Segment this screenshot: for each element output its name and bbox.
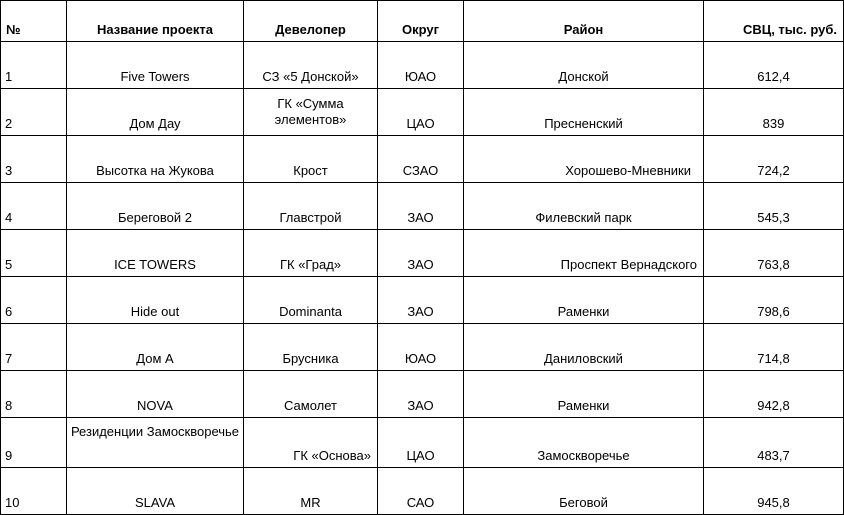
cell-okrug: ЮАО <box>378 42 464 89</box>
cell-name: Дом А <box>67 324 244 371</box>
table-row <box>1 230 844 277</box>
cell-developer: Dominanta <box>244 277 378 324</box>
cell-price: 839 <box>704 89 844 136</box>
cell-district: Беговой <box>464 468 704 515</box>
cell-num: 4 <box>1 183 67 230</box>
cell-district: Раменки <box>464 371 704 418</box>
cell-okrug: СЗАО <box>378 136 464 183</box>
cell-name: ICE TOWERS <box>67 230 244 277</box>
cell-district: Донской <box>464 42 704 89</box>
cell-price: 612,4 <box>704 42 844 89</box>
cell-num: 10 <box>1 468 67 515</box>
cell-num: 3 <box>1 136 67 183</box>
cell-developer: Самолет <box>244 371 378 418</box>
cell-name: Five Towers <box>67 42 244 89</box>
cell-developer: ГК «Сумма элементов» <box>244 89 378 136</box>
cell-name: Береговой 2 <box>67 183 244 230</box>
cell-okrug: ЗАО <box>378 230 464 277</box>
cell-developer: MR <box>244 468 378 515</box>
cell-price: 714,8 <box>704 324 844 371</box>
cell-name: NOVA <box>67 371 244 418</box>
cell-num: 1 <box>1 42 67 89</box>
table-row <box>1 136 844 183</box>
cell-num: 6 <box>1 277 67 324</box>
cell-district: Филевский парк <box>464 183 704 230</box>
cell-price: 545,3 <box>704 183 844 230</box>
column-header-okrug: Округ <box>378 1 464 42</box>
cell-okrug: ЦАО <box>378 89 464 136</box>
column-header-name: Название проекта <box>67 1 244 42</box>
cell-price: 483,7 <box>704 418 844 468</box>
table-body <box>1 42 844 515</box>
table-row <box>1 468 844 515</box>
cell-district: Проспект Вернадского <box>464 230 704 277</box>
cell-district: Замоскворечье <box>464 418 704 468</box>
cell-price: 942,8 <box>704 371 844 418</box>
table-row <box>1 418 844 468</box>
table-row <box>1 277 844 324</box>
cell-name: Дом Дау <box>67 89 244 136</box>
cell-developer: Крост <box>244 136 378 183</box>
column-header-num: № <box>1 1 67 42</box>
cell-okrug: ЗАО <box>378 183 464 230</box>
column-header-price: СВЦ, тыс. руб. <box>704 1 844 42</box>
cell-okrug: ЮАО <box>378 324 464 371</box>
cell-district: Даниловский <box>464 324 704 371</box>
table-row <box>1 42 844 89</box>
cell-okrug: ЦАО <box>378 418 464 468</box>
table-row <box>1 183 844 230</box>
cell-developer: ГК «Основа» <box>244 418 378 468</box>
cell-num: 2 <box>1 89 67 136</box>
cell-name: Резиденции Замоскворечье <box>67 418 244 468</box>
cell-name: SLAVA <box>67 468 244 515</box>
header-row <box>1 1 844 42</box>
cell-num: 7 <box>1 324 67 371</box>
cell-name: Высотка на Жукова <box>67 136 244 183</box>
cell-num: 8 <box>1 371 67 418</box>
table-row <box>1 371 844 418</box>
cell-developer: Главстрой <box>244 183 378 230</box>
cell-num: 9 <box>1 418 67 468</box>
cell-price: 945,8 <box>704 468 844 515</box>
cell-name: Hide out <box>67 277 244 324</box>
cell-price: 798,6 <box>704 277 844 324</box>
table-row <box>1 324 844 371</box>
column-header-district: Район <box>464 1 704 42</box>
cell-price: 724,2 <box>704 136 844 183</box>
cell-okrug: САО <box>378 468 464 515</box>
cell-okrug: ЗАО <box>378 371 464 418</box>
cell-district: Хорошево-Мневники <box>464 136 704 183</box>
cell-district: Пресненский <box>464 89 704 136</box>
cell-district: Раменки <box>464 277 704 324</box>
cell-price: 763,8 <box>704 230 844 277</box>
table-header <box>1 1 844 42</box>
cell-developer: СЗ «5 Донской» <box>244 42 378 89</box>
cell-developer: Брусника <box>244 324 378 371</box>
cell-num: 5 <box>1 230 67 277</box>
column-header-developer: Девелопер <box>244 1 378 42</box>
cell-okrug: ЗАО <box>378 277 464 324</box>
cell-developer: ГК «Град» <box>244 230 378 277</box>
table-row <box>1 89 844 136</box>
